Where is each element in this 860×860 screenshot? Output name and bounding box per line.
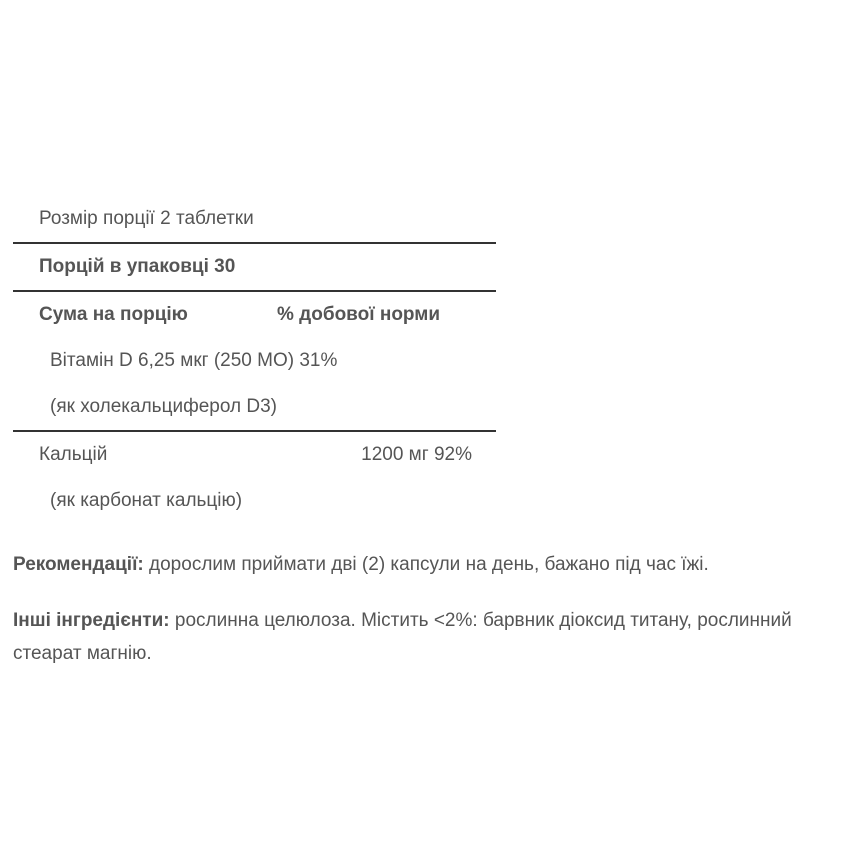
ingredients-label: Інші інгредієнти:	[13, 610, 170, 631]
servings-per-container-row	[13, 244, 496, 290]
vitamin-d-row	[13, 338, 496, 384]
recommendations-text: дорослим приймати дві (2) капсули на день, бажано під час їжі.	[143, 554, 709, 575]
vitamin-d-form-text: (як холекальциферол D3)	[50, 396, 277, 417]
serving-size-text: Розмір порції 2 таблетки	[39, 208, 254, 229]
ingredients-paragraph	[13, 604, 853, 670]
calcium-form-row	[13, 478, 496, 524]
calcium-amount: 1200 мг 92%	[361, 444, 472, 465]
supplement-facts-table	[13, 196, 496, 524]
calcium-form-text: (як карбонат кальцію)	[50, 490, 243, 511]
amount-per-serving-header: Сума на порцію	[39, 304, 188, 325]
serving-size-row	[13, 196, 496, 242]
table-header-row	[13, 292, 496, 338]
vitamin-d-form-row	[13, 384, 496, 430]
calcium-row	[13, 432, 496, 478]
vitamin-d-text: Вітамін D 6,25 мкг (250 МО) 31%	[50, 350, 338, 371]
ingredients-text: рослинна целюлоза. Містить <2%: барвник діоксид титану, рослинний стеарат магнію.	[13, 610, 792, 664]
recommendations-label: Рекомендації:	[13, 554, 144, 575]
calcium-name: Кальцій	[39, 444, 108, 465]
recommendations-paragraph	[13, 548, 853, 581]
daily-value-header: % добової норми	[277, 304, 441, 325]
servings-per-container-text: Порцій в упаковці 30	[39, 256, 236, 277]
